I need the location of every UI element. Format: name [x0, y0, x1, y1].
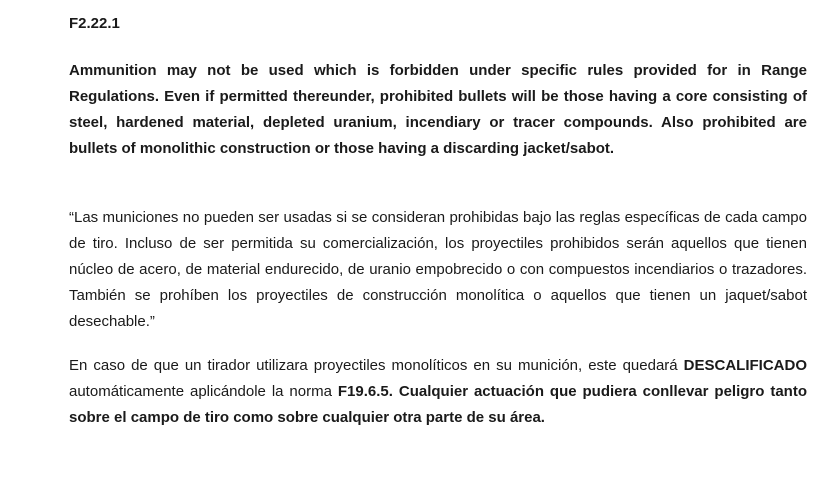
spanish-translation-paragraph: “Las municiones no pueden ser usadas si se consideran prohibidas bajo las reglas específicas de cada campo de tiro. Incluso de ser permitida su comercialización, los proyectiles prohibidos serán aquellos que tienen núcleo de acero, de material endurecido, de uranio empobrecido o con compuestos incendiarios o trazadores. También se prohíben los proyectiles de construcción monolítica o aquellos que tienen un jaquet/sabot desechable.”	[69, 209, 807, 330]
english-rule-paragraph: Ammunition may not be used which is forbidden under specific rules provided for in Range Regulations. Even if permitted thereunder, prohibited bullets will be those having a core consisting of steel, hardened material, depleted uranium, incendiary or tracer compounds. Also prohibited are bullets of monolithic construction or those having a discarding jacket/sabot.	[69, 62, 807, 157]
penalty-intro: En caso de que un tirador utilizara proyectiles monolíticos en su munición, este quedará	[69, 357, 684, 374]
disqualified-status: DESCALIFICADO	[683, 357, 807, 374]
penalty-closing: Cualquier actuación que pudiera conllevar peligro tanto sobre el campo de tiro como sobre cualquier otra parte de su área.	[69, 383, 808, 426]
penalty-paragraph	[69, 353, 807, 431]
rule-reference: F19.6.5.	[337, 383, 393, 400]
penalty-middle: automáticamente aplicándole la norma	[69, 383, 338, 400]
section-heading: F2.22.1	[69, 15, 120, 32]
